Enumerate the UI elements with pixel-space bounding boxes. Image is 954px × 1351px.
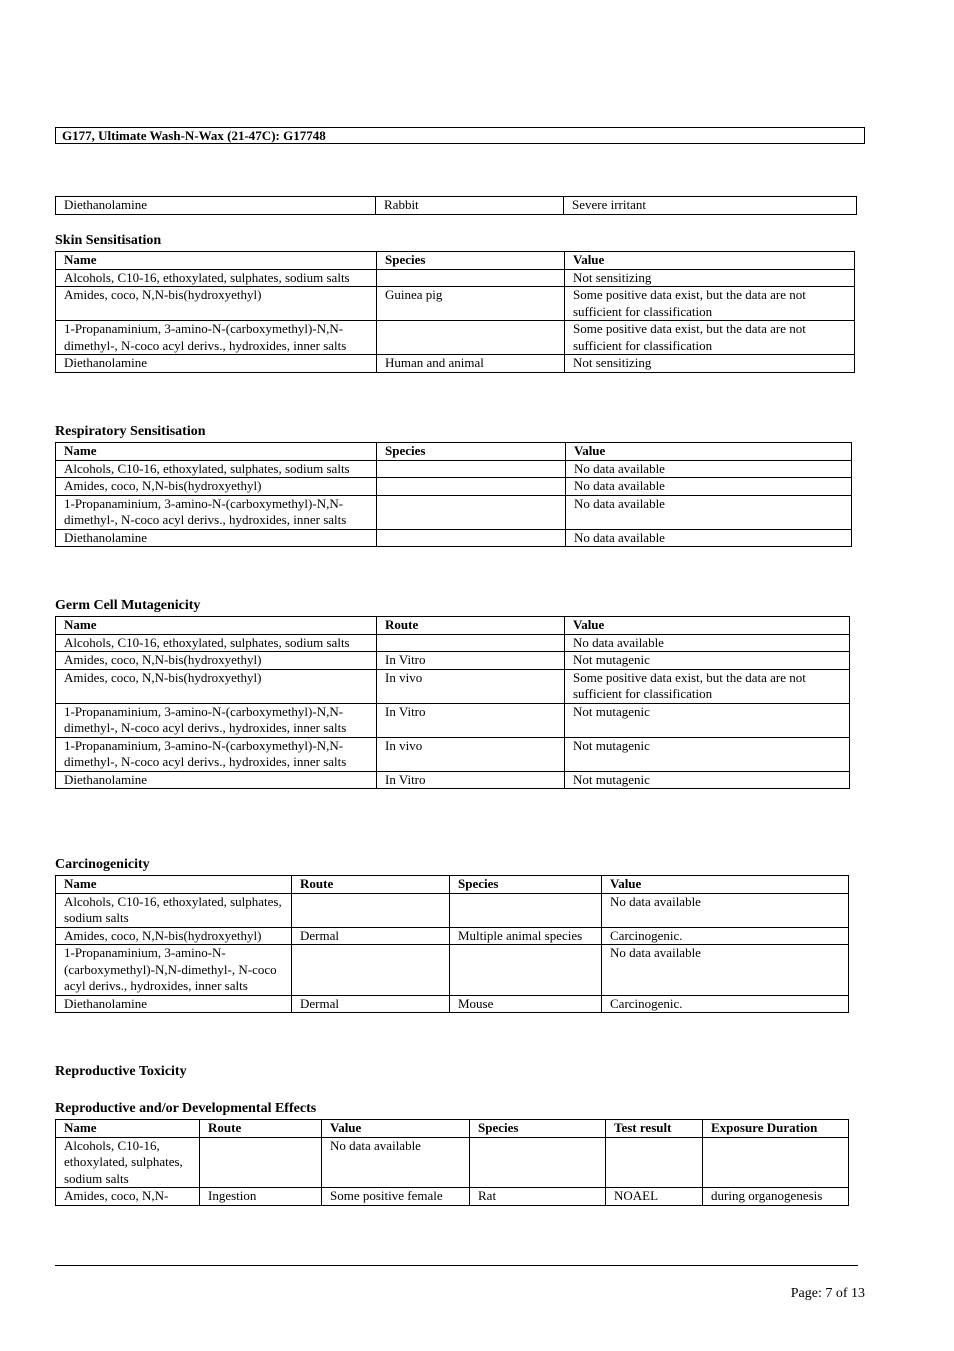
column-header: Species — [470, 1120, 606, 1138]
table-cell — [450, 945, 602, 996]
column-header: Name — [56, 876, 292, 894]
table-cell: 1-Propanaminium, 3-amino-N-(carboxymethyl)-N,N-dimethyl-, N-coco acyl derivs., hydroxides, inner salts — [56, 703, 377, 737]
section-title-dev: Reproductive and/or Developmental Effects — [55, 1101, 317, 1116]
table-cell: In Vitro — [377, 703, 565, 737]
column-header: Value — [565, 252, 855, 270]
footer-divider — [55, 1265, 858, 1266]
column-header: Name — [56, 1120, 200, 1138]
header-row — [56, 876, 849, 894]
column-header: Name — [56, 617, 377, 635]
table-cell: 1-Propanaminium, 3-amino-N-(carboxymethyl)-N,N-dimethyl-, N-coco acyl derivs., hydroxides, inner salts — [56, 737, 377, 771]
table-cell — [606, 1137, 703, 1188]
table-row — [56, 703, 850, 737]
table-row — [56, 269, 855, 287]
table-row — [56, 771, 850, 789]
column-header: Route — [200, 1120, 322, 1138]
cell-species: Rabbit — [376, 197, 564, 215]
table-cell — [377, 634, 565, 652]
table-cell: No data available — [565, 634, 850, 652]
section-title-skin: Skin Sensitisation — [55, 233, 162, 248]
column-header: Value — [566, 443, 852, 461]
table-cell: No data available — [566, 478, 852, 496]
table-cell — [377, 495, 566, 529]
continued-table — [55, 196, 857, 215]
table-cell: No data available — [322, 1137, 470, 1188]
table-cell: Dermal — [292, 995, 450, 1013]
respiratory-sensitisation-table — [55, 442, 852, 547]
table-cell: Amides, coco, N,N-bis(hydroxyethyl) — [56, 927, 292, 945]
table-cell: Carcinogenic. — [602, 995, 849, 1013]
table-cell: 1-Propanaminium, 3-amino-N-(carboxymethyl)-N,N-dimethyl-, N-coco acyl derivs., hydroxides, inner salts — [56, 321, 377, 355]
table-cell — [200, 1137, 322, 1188]
table-cell: Some positive data exist, but the data are not sufficient for classification — [565, 321, 855, 355]
table-cell: Human and animal — [377, 355, 565, 373]
table-row — [56, 321, 855, 355]
header-row — [56, 252, 855, 270]
column-header: Name — [56, 252, 377, 270]
table-row — [56, 478, 852, 496]
document-header: G177, Ultimate Wash-N-Wax (21-47C): G17748 — [55, 127, 865, 144]
table-cell: Amides, coco, N,N-bis(hydroxyethyl) — [56, 669, 377, 703]
column-header: Exposure Duration — [703, 1120, 849, 1138]
table-cell: In vivo — [377, 737, 565, 771]
table-row — [56, 634, 850, 652]
table-cell: Amides, coco, N,N-bis(hydroxyethyl) — [56, 478, 377, 496]
carcinogenicity-table — [55, 875, 849, 1013]
table-cell: In Vitro — [377, 652, 565, 670]
table-cell: Diethanolamine — [56, 529, 377, 547]
table-row — [56, 995, 849, 1013]
table-cell: Diethanolamine — [56, 771, 377, 789]
table-cell: Carcinogenic. — [602, 927, 849, 945]
table-row — [56, 945, 849, 996]
column-header: Test result — [606, 1120, 703, 1138]
table-cell: Alcohols, C10-16, ethoxylated, sulphates, sodium salts — [56, 460, 377, 478]
table-cell — [377, 269, 565, 287]
table-row — [56, 287, 855, 321]
table-cell — [470, 1137, 606, 1188]
header-row — [56, 443, 852, 461]
table-row — [56, 669, 850, 703]
page-number: Page: 7 of 13 — [790, 1286, 865, 1301]
table-cell: Rat — [470, 1188, 606, 1206]
table-row — [56, 1137, 849, 1188]
column-header: Species — [377, 443, 566, 461]
table-row — [56, 529, 852, 547]
table-cell: Alcohols, C10-16, ethoxylated, sulphates, sodium salts — [56, 893, 292, 927]
table-cell: No data available — [566, 529, 852, 547]
skin-sensitisation-table — [55, 251, 855, 373]
cell-name: Diethanolamine — [56, 197, 376, 215]
table-cell: Guinea pig — [377, 287, 565, 321]
table-row — [56, 495, 852, 529]
table-cell: Not sensitizing — [565, 269, 855, 287]
table-cell: No data available — [566, 460, 852, 478]
table-row — [56, 652, 850, 670]
table-cell: Amides, coco, N,N-bis(hydroxyethyl) — [56, 652, 377, 670]
table-cell: Alcohols, C10-16, ethoxylated, sulphates, sodium salts — [56, 1137, 200, 1188]
table-cell — [292, 893, 450, 927]
table-cell — [377, 321, 565, 355]
column-header: Species — [450, 876, 602, 894]
table-cell — [377, 529, 566, 547]
table-cell — [292, 945, 450, 996]
table-cell: In Vitro — [377, 771, 565, 789]
table-cell — [377, 478, 566, 496]
column-header: Species — [377, 252, 565, 270]
table-row — [56, 927, 849, 945]
table-row — [56, 1188, 849, 1206]
table-cell — [377, 460, 566, 478]
column-header: Value — [565, 617, 850, 635]
table-cell: Not mutagenic — [565, 703, 850, 737]
column-header: Route — [292, 876, 450, 894]
table-cell: Multiple animal species — [450, 927, 602, 945]
table-cell — [703, 1137, 849, 1188]
table-row — [56, 737, 850, 771]
section-title-germ: Germ Cell Mutagenicity — [55, 598, 201, 613]
table-cell — [450, 893, 602, 927]
table-cell: during organogenesis — [703, 1188, 849, 1206]
table-cell: NOAEL — [606, 1188, 703, 1206]
header-row — [56, 617, 850, 635]
table-cell: Not sensitizing — [565, 355, 855, 373]
table-cell: Not mutagenic — [565, 771, 850, 789]
section-title-carc: Carcinogenicity — [55, 857, 150, 872]
table-cell: Amides, coco, N,N- — [56, 1188, 200, 1206]
table-cell: Some positive data exist, but the data are not sufficient for classification — [565, 669, 850, 703]
table-row — [56, 893, 849, 927]
table-cell: Some positive data exist, but the data are not sufficient for classification — [565, 287, 855, 321]
table-cell: No data available — [602, 893, 849, 927]
table-cell: Not mutagenic — [565, 652, 850, 670]
table-cell: In vivo — [377, 669, 565, 703]
table-cell: No data available — [566, 495, 852, 529]
table-row — [56, 460, 852, 478]
table-cell: Mouse — [450, 995, 602, 1013]
table-cell: 1-Propanaminium, 3-amino-N-(carboxymethyl)-N,N-dimethyl-, N-coco acyl derivs., hydroxides, inner salts — [56, 495, 377, 529]
column-header: Value — [602, 876, 849, 894]
table-cell: 1-Propanaminium, 3-amino-N-(carboxymethyl)-N,N-dimethyl-, N-coco acyl derivs., hydroxides, inner salts — [56, 945, 292, 996]
section-title-resp: Respiratory Sensitisation — [55, 424, 206, 439]
column-header: Name — [56, 443, 377, 461]
table-cell: Dermal — [292, 927, 450, 945]
germ-cell-mutagenicity-table — [55, 616, 850, 789]
table-cell: Ingestion — [200, 1188, 322, 1206]
header-row — [56, 1120, 849, 1138]
column-header: Value — [322, 1120, 470, 1138]
developmental-effects-table — [55, 1119, 849, 1206]
table-row — [56, 197, 857, 215]
section-title-repro: Reproductive Toxicity — [55, 1064, 187, 1079]
table-cell: Alcohols, C10-16, ethoxylated, sulphates, sodium salts — [56, 634, 377, 652]
table-cell: Diethanolamine — [56, 355, 377, 373]
column-header: Route — [377, 617, 565, 635]
table-cell: No data available — [602, 945, 849, 996]
table-cell: Some positive female — [322, 1188, 470, 1206]
table-cell: Not mutagenic — [565, 737, 850, 771]
table-cell: Alcohols, C10-16, ethoxylated, sulphates, sodium salts — [56, 269, 377, 287]
table-cell: Diethanolamine — [56, 995, 292, 1013]
cell-value: Severe irritant — [564, 197, 857, 215]
table-cell: Amides, coco, N,N-bis(hydroxyethyl) — [56, 287, 377, 321]
table-row — [56, 355, 855, 373]
